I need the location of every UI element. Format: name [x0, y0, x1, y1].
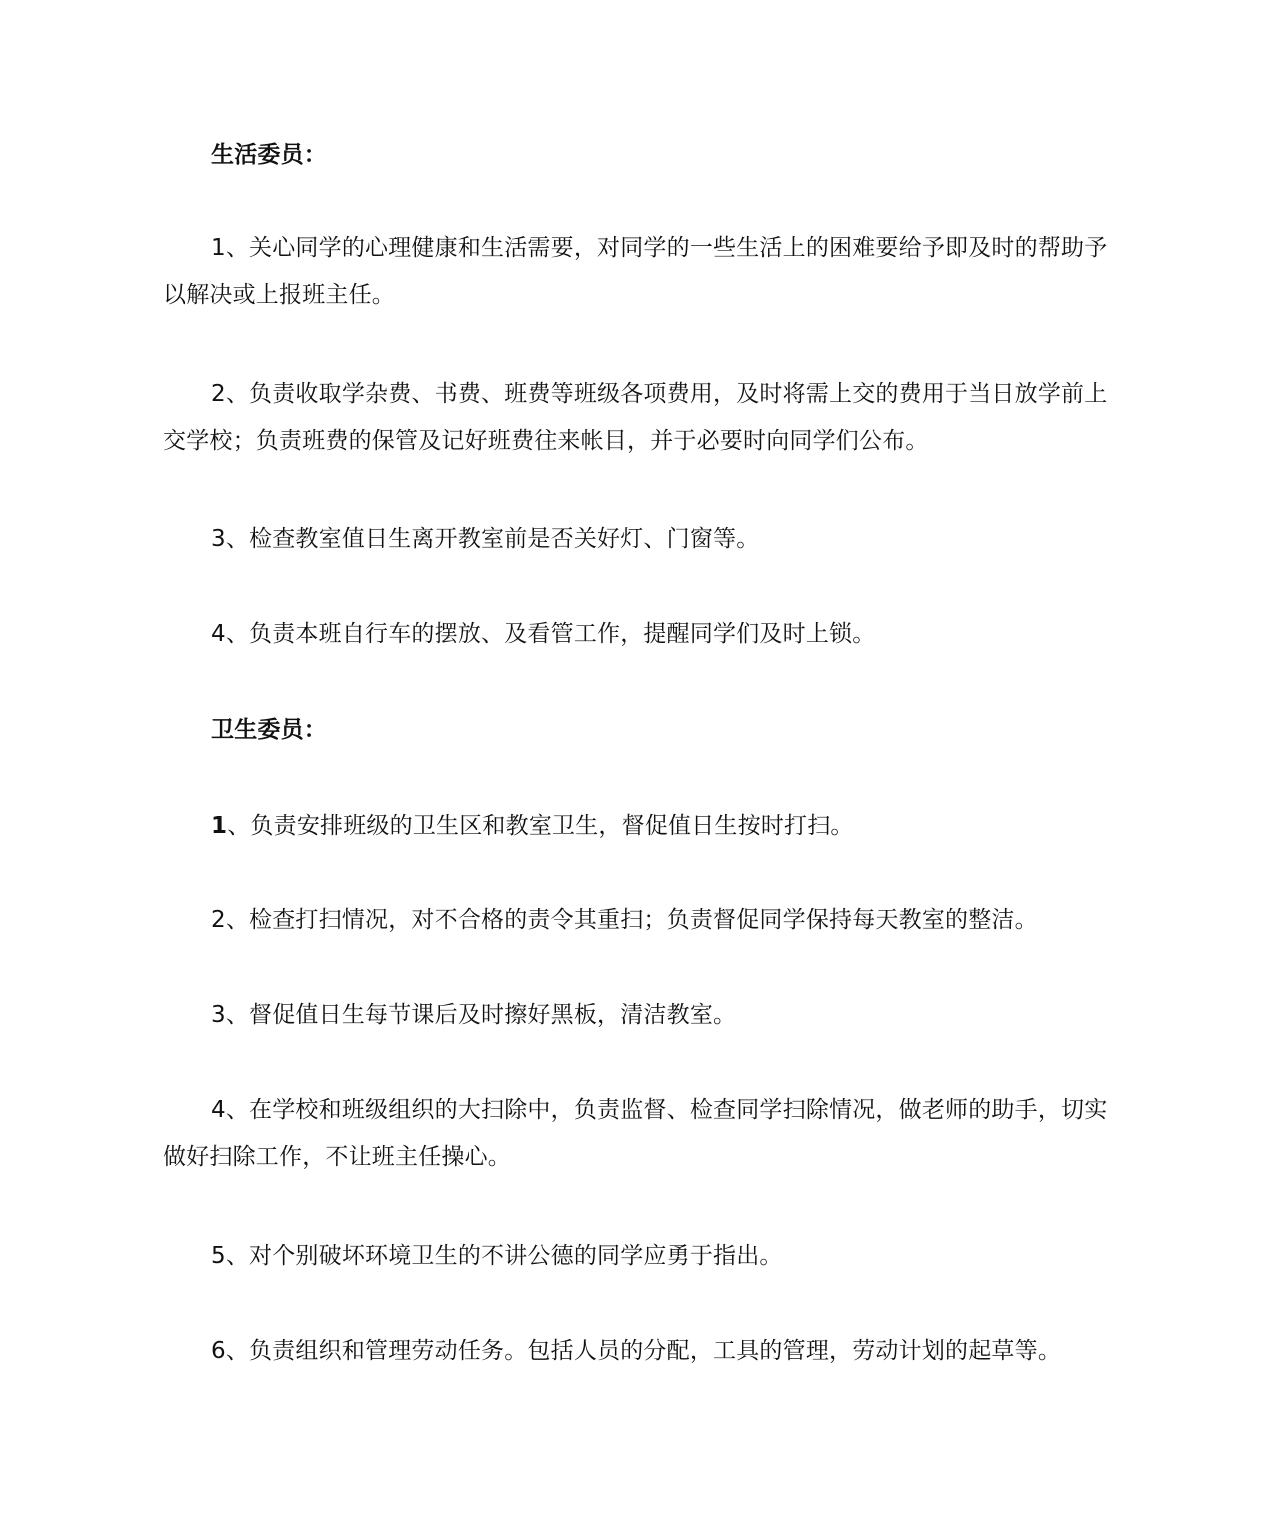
hygiene-item-1-number: 1 [211, 813, 228, 839]
hygiene-item-5: 5、对个别破坏环境卫生的不讲公德的同学应勇于指出。 [211, 1243, 783, 1269]
life-item-3: 3、检查教室值日生离开教室前是否关好灯、门窗等。 [211, 526, 760, 552]
section-heading-hygiene-committee: 卫生委员： [211, 717, 327, 743]
hygiene-item-2: 2、检查打扫情况，对不合格的责令其重扫；负责督促同学保持每天教室的整洁。 [211, 907, 1038, 933]
life-item-4: 4、负责本班自行车的摆放、及看管工作，提醒同学们及时上锁。 [211, 621, 876, 647]
life-item-2: 2、负责收取学杂费、书费、班费等班级各项费用，及时将需上交的费用于当日放学前上交学校；负责班费的保管及记好班费往来帐目，并于必要时向同学们公布。 [163, 381, 1108, 454]
hygiene-item-4: 4、在学校和班级组织的大扫除中，负责监督、检查同学扫除情况，做老师的助手，切实做好扫除工作，不让班主任操心。 [163, 1097, 1108, 1170]
life-item-1: 1、关心同学的心理健康和生活需要，对同学的一些生活上的困难要给予即及时的帮助予以解决或上报班主任。 [163, 235, 1108, 308]
section-heading-life-committee: 生活委员： [211, 142, 327, 168]
hygiene-item-6: 6、负责组织和管理劳动任务。包括人员的分配，工具的管理，劳动计划的起草等。 [211, 1338, 1062, 1364]
hygiene-item-1 [163, 803, 1123, 850]
hygiene-item-1-text: 、负责安排班级的卫生区和教室卫生，督促值日生按时打扫。 [227, 813, 854, 839]
hygiene-item-3: 3、督促值日生每节课后及时擦好黑板，清洁教室。 [211, 1002, 737, 1028]
